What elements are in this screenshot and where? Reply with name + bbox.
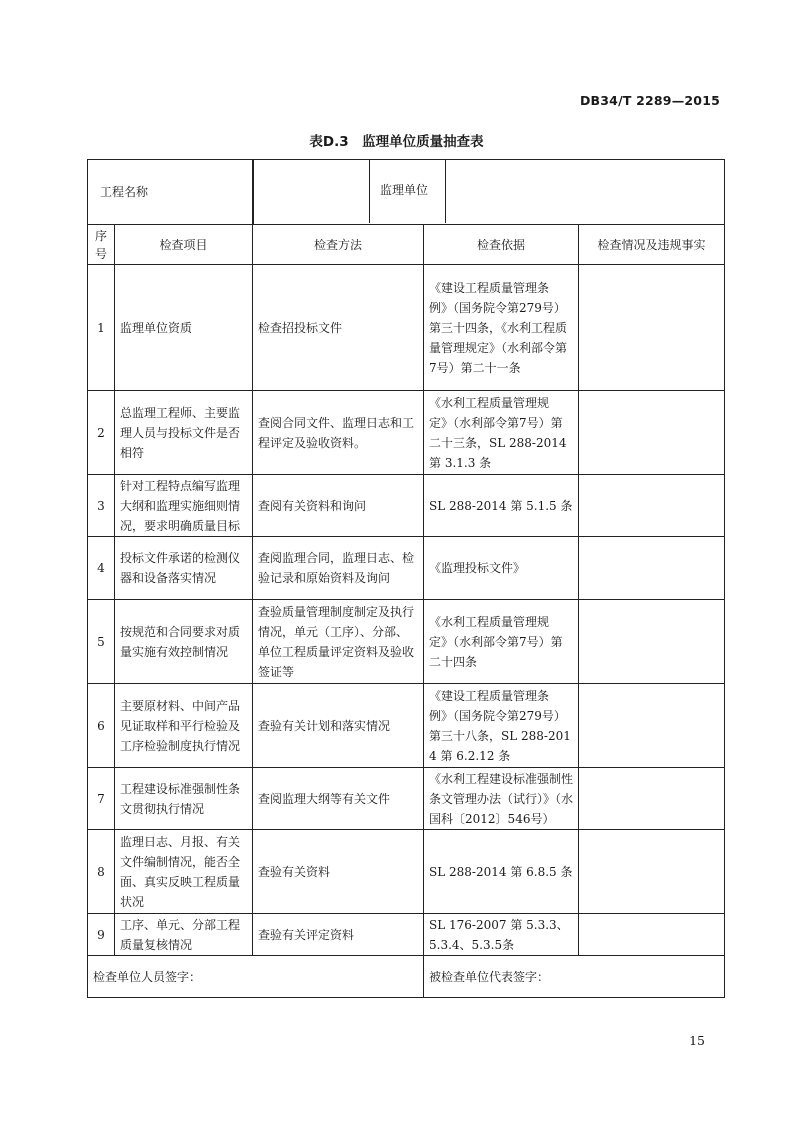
row-method: 查验质量管理制度制定及执行情况，单元（工序）、分部、单位工程质量评定资料及验收签证等 <box>253 600 424 684</box>
row-no: 7 <box>88 768 115 830</box>
table-row <box>88 830 725 914</box>
row-no: 3 <box>88 475 115 537</box>
row-method: 查阅有关资料和询问 <box>253 475 424 537</box>
table-row <box>88 768 725 830</box>
row-no: 6 <box>88 684 115 768</box>
row-findings <box>579 600 725 684</box>
signature-row <box>88 956 725 998</box>
row-item: 主要原材料、中间产品见证取样和平行检验及工序检验制度执行情况 <box>115 684 253 768</box>
row-basis: 《建设工程质量管理条例》（国务院令第279号）第三十八条，SL 288-2014 第 6.2.12 条 <box>424 684 579 768</box>
table-title: 表D.3 监理单位质量抽查表 <box>309 134 484 150</box>
inspection-table <box>87 159 725 998</box>
row-item: 工序、单元、分部工程质量复核情况 <box>115 914 253 956</box>
table-row <box>88 914 725 956</box>
supervision-unit-label: 监理单位 <box>380 183 429 197</box>
row-findings <box>579 914 725 956</box>
info-divider-1 <box>369 159 370 223</box>
row-findings <box>579 391 725 475</box>
inspector-signature-label: 检查单位人员签字： <box>93 969 202 984</box>
row-no: 5 <box>88 600 115 684</box>
header-row <box>88 225 725 265</box>
row-method: 查阅监理大纲等有关文件 <box>253 768 424 830</box>
row-basis: SL 288-2014 第 6.8.5 条 <box>424 830 579 914</box>
table-row <box>88 600 725 684</box>
inspector-signature-cell <box>88 956 424 998</box>
table-row <box>88 537 725 600</box>
row-findings <box>579 265 725 391</box>
col-header-no: 序号 <box>88 225 115 265</box>
table-row <box>88 684 725 768</box>
project-name-label: 工程名称 <box>100 185 149 199</box>
row-basis: SL 176-2007 第 5.3.3、5.3.4、5.3.5条 <box>424 914 579 956</box>
row-basis: 《监理投标文件》 <box>424 537 579 600</box>
row-no: 2 <box>88 391 115 475</box>
table-row <box>88 265 725 391</box>
row-basis: 《水利工程质量管理规定》（水利部令第7号）第二十三条，SL 288-2014 第 3.1.3 条 <box>424 391 579 475</box>
representative-signature-cell <box>424 956 725 998</box>
document-code: DB34/T 2289—2015 <box>579 93 720 108</box>
col-header-method: 检查方法 <box>253 225 424 265</box>
col-header-item: 检查项目 <box>115 225 253 265</box>
row-item: 工程建设标准强制性条文贯彻执行情况 <box>115 768 253 830</box>
row-method: 查验有关评定资料 <box>253 914 424 956</box>
row-no: 4 <box>88 537 115 600</box>
table-row <box>88 475 725 537</box>
row-method: 查验有关计划和落实情况 <box>253 684 424 768</box>
row-findings <box>579 830 725 914</box>
row-findings <box>579 537 725 600</box>
row-item: 投标文件承诺的检测仪器和设备落实情况 <box>115 537 253 600</box>
row-method: 查阅监理合同，监理日志、检验记录和原始资料及询问 <box>253 537 424 600</box>
row-item: 监理单位资质 <box>115 265 253 391</box>
info-divider-2 <box>445 159 446 223</box>
row-basis: 《水利工程建设标准强制性条文管理办法（试行）》（水国科〔2012〕546号） <box>424 768 579 830</box>
row-method: 查验有关资料 <box>253 830 424 914</box>
col-header-findings: 检查情况及违规事实 <box>579 225 725 265</box>
supervision-unit-cell <box>253 160 725 225</box>
row-item: 按规范和合同要求对质量实施有效控制情况 <box>115 600 253 684</box>
row-basis: SL 288-2014 第 5.1.5 条 <box>424 475 579 537</box>
row-no: 9 <box>88 914 115 956</box>
row-no: 1 <box>88 265 115 391</box>
row-basis: 《建设工程质量管理条例》（国务院令第279号）第三十四条，《水利工程质量管理规定》（水利部令第7号）第二十一条 <box>424 265 579 391</box>
row-no: 8 <box>88 830 115 914</box>
row-item: 总监理工程师、主要监理人员与投标文件是否相符 <box>115 391 253 475</box>
row-findings <box>579 684 725 768</box>
row-findings <box>579 768 725 830</box>
representative-signature-label: 被检查单位代表签字： <box>429 969 550 984</box>
row-method: 检查招投标文件 <box>253 265 424 391</box>
table-row <box>88 391 725 475</box>
row-method: 查阅合同文件、监理日志和工程评定及验收资料。 <box>253 391 424 475</box>
row-item: 针对工程特点编写监理大纲和监理实施细则情况，要求明确质量目标 <box>115 475 253 537</box>
col-header-basis: 检查依据 <box>424 225 579 265</box>
row-findings <box>579 475 725 537</box>
page-number: 15 <box>689 1033 705 1048</box>
row-item: 监理日志、月报、有关文件编制情况，能否全面、真实反映工程质量状况 <box>115 830 253 914</box>
project-name-cell <box>88 160 253 225</box>
row-basis: 《水利工程质量管理规定》（水利部令第7号）第二十四条 <box>424 600 579 684</box>
